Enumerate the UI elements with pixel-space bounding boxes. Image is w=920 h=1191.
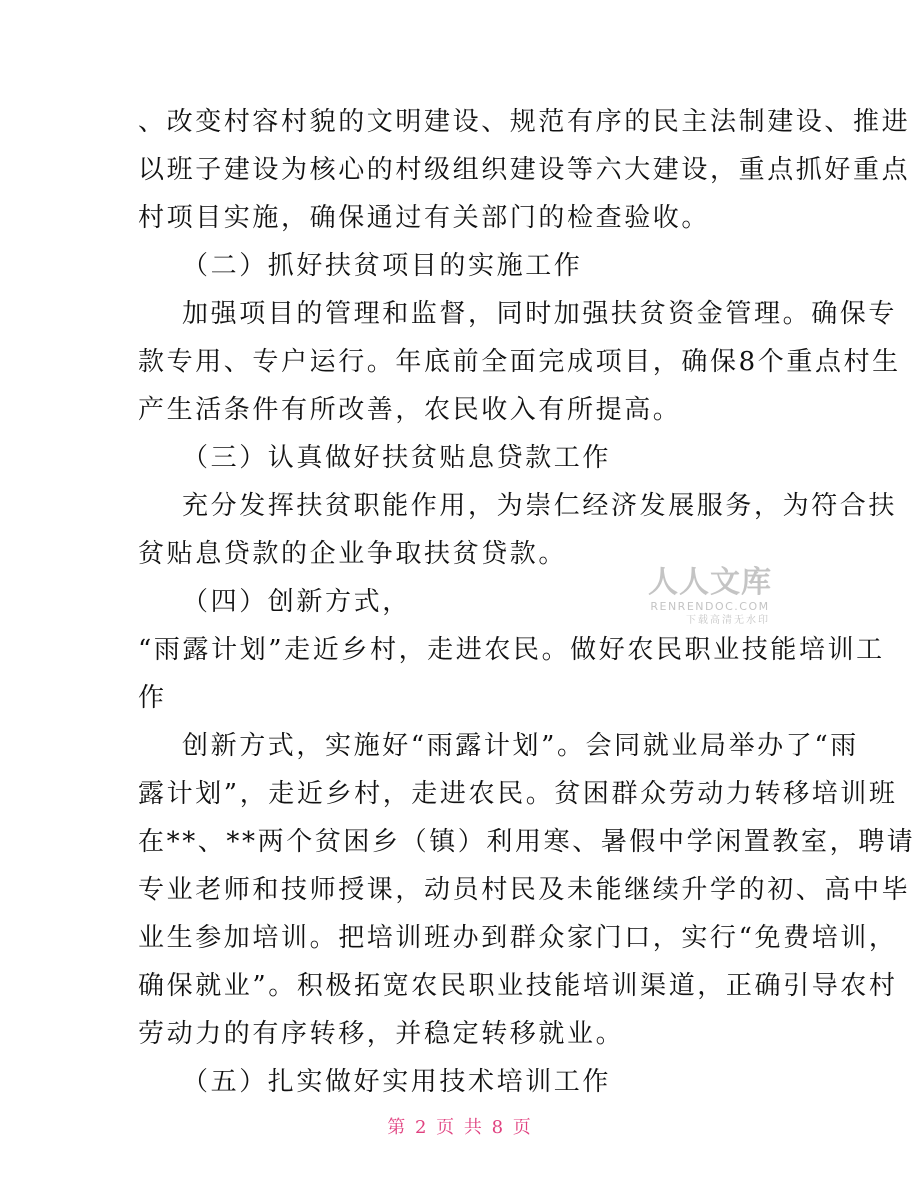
section-heading-4: （四）创新方式， (182, 587, 411, 617)
text-line-7: 产生活条件有所改善，农民收入有所提高。 (138, 395, 682, 425)
section-heading-3: （三）认真做好扶贫贴息贷款工作 (182, 443, 612, 473)
text-line-2: 以班子建设为核心的村级组织建设等六大建设，重点抓好重点 (138, 155, 911, 185)
section-heading-5: （五）扎实做好实用技术培训工作 (182, 1067, 612, 1097)
text-line-16: 在**、**两个贫困乡（镇）利用寒、暑假中学闲置教室，聘请 (138, 827, 916, 857)
text-line-13: 作 (138, 683, 167, 713)
watermark-tagline: 下载高清无水印 (686, 615, 770, 626)
text-line-18: 业生参加培训。把培训班办到群众家门口，实行“免费培训， (138, 923, 898, 953)
section-heading-2: （二）抓好扶贫项目的实施工作 (182, 251, 583, 281)
text-line-14: 创新方式，实施好“雨露计划”。会同就业局举办了“雨 (182, 731, 859, 761)
text-line-10: 贫贴息贷款的企业争取扶贫贷款。 (138, 539, 568, 569)
watermark-title: 人人文库 (648, 565, 772, 600)
text-line-15: 露计划”，走近乡村，走进农民。贫困群众劳动力转移培训班 (138, 779, 898, 809)
watermark-logo (640, 566, 780, 627)
text-line-19: 确保就业”。积极拓宽农民职业技能培训渠道，正确引导农村 (138, 971, 898, 1001)
text-line-12: “雨露计划”走近乡村，走进农民。做好农民职业技能培训工 (138, 635, 885, 665)
text-line-20: 劳动力的有序转移，并稳定转移就业。 (138, 1019, 625, 1049)
page-number-footer: 第 2 页 共 8 页 (387, 1117, 533, 1138)
watermark-site: RENRENDOC.COM (650, 600, 770, 613)
text-line-6: 款专用、专户运行。年底前全面完成项目，确保8个重点村生 (138, 347, 901, 377)
text-line-9: 充分发挥扶贫职能作用，为崇仁经济发展服务，为符合扶 (182, 491, 898, 521)
text-line-17: 专业老师和技师授课，动员村民及未能继续升学的初、高中毕 (138, 875, 911, 905)
text-line-3: 村项目实施，确保通过有关部门的检查验收。 (138, 203, 711, 233)
text-line-1: 、改变村容村貌的文明建设、规范有序的民主法制建设、推进 (138, 107, 911, 137)
text-line-5: 加强项目的管理和监督，同时加强扶贫资金管理。确保专 (182, 299, 898, 329)
